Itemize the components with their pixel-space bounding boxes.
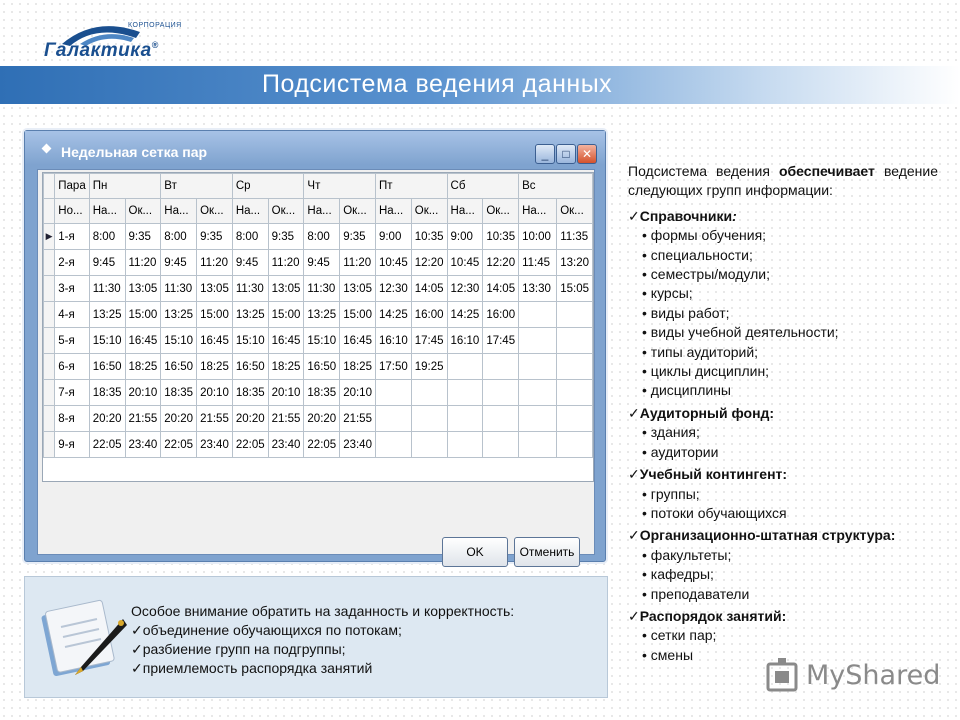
check-icon: ✓ [628, 527, 640, 544]
section-item: • дисциплины [642, 382, 731, 399]
grid-cell[interactable]: 10:45 [375, 250, 411, 276]
table-row[interactable] [44, 302, 593, 328]
grid-header-cell[interactable]: Пт [375, 174, 447, 199]
grid-cell[interactable]: 13:30 [519, 276, 557, 302]
window-body [37, 169, 595, 559]
grid-cell[interactable]: 13:25 [304, 302, 340, 328]
row-indicator [44, 354, 55, 380]
grid-cell[interactable]: 9:35 [125, 224, 161, 250]
section-item: • виды учебной деятельности; [642, 324, 839, 341]
grid-cell[interactable]: 13:25 [161, 302, 197, 328]
grid-header-subcols [44, 199, 593, 224]
grid-header-days [44, 174, 593, 199]
grid-subheader-cell[interactable]: На... [447, 199, 483, 224]
section-item: • курсы; [642, 285, 693, 302]
grid-header-cell[interactable]: Ср [232, 174, 304, 199]
grid-cell[interactable] [483, 380, 519, 406]
grid-cell[interactable]: 12:30 [375, 276, 411, 302]
grid-cell[interactable]: 14:25 [375, 302, 411, 328]
row-indicator [44, 276, 55, 302]
grid-cell[interactable]: 16:45 [197, 328, 233, 354]
grid-cell[interactable]: 21:55 [197, 406, 233, 432]
grid-cell[interactable] [375, 380, 411, 406]
grid-cell[interactable]: 21:55 [125, 406, 161, 432]
row-indicator [44, 302, 55, 328]
section-item: • виды работ; [642, 304, 730, 321]
section-item: • кафедры; [642, 566, 714, 583]
table-row[interactable] [44, 432, 593, 458]
grid-cell[interactable] [557, 406, 593, 432]
grid-cell[interactable]: 23:40 [125, 432, 161, 458]
check-icon: ✓ [628, 466, 640, 483]
logo-name: Галактика® [44, 40, 159, 61]
grid-cell[interactable]: 18:35 [232, 380, 268, 406]
grid-cell[interactable] [375, 432, 411, 458]
grid-cell[interactable] [411, 432, 447, 458]
section-item: • факультеты; [642, 546, 732, 563]
grid-cell[interactable] [519, 354, 557, 380]
grid-cell[interactable] [447, 432, 483, 458]
ok-button[interactable]: OK [442, 537, 508, 567]
section-title: ✓Организационно-штатная структура: [628, 527, 896, 544]
grid-subheader-cell[interactable]: Ок... [483, 199, 519, 224]
grid-cell[interactable]: 16:45 [125, 328, 161, 354]
section-item: • преподаватели [642, 585, 750, 602]
grid-cell[interactable] [519, 302, 557, 328]
section-item: • циклы дисциплин; [642, 363, 770, 380]
note-item: ✓разбиение групп на подгруппы; [131, 641, 346, 657]
row-indicator [44, 406, 55, 432]
grid-cell[interactable]: 13:25 [89, 302, 125, 328]
grid-cell[interactable]: 5-я [55, 328, 89, 354]
section-item: • группы; [642, 485, 700, 502]
section-item: • потоки обучающихся [642, 504, 787, 521]
grid-header-cell[interactable]: Сб [447, 174, 519, 199]
grid-cell[interactable]: 7-я [55, 380, 89, 406]
grid-cell[interactable]: 11:20 [197, 250, 233, 276]
grid-header-cell[interactable]: Пара [55, 174, 89, 199]
section-item: • аудитории [642, 443, 719, 460]
grid-cell[interactable]: 21:55 [340, 406, 376, 432]
grid-cell[interactable]: 15:00 [125, 302, 161, 328]
check-icon: ✓ [628, 607, 640, 624]
grid-cell[interactable]: 22:05 [89, 432, 125, 458]
grid-cell[interactable]: 18:35 [304, 380, 340, 406]
section-item: • сетки пар; [642, 627, 717, 644]
grid-header-cell[interactable]: Чт [304, 174, 376, 199]
grid-cell[interactable]: 20:10 [340, 380, 376, 406]
grid-cell[interactable]: 9:45 [89, 250, 125, 276]
grid-subheader-cell[interactable]: Ок... [340, 199, 376, 224]
grid-cell[interactable]: 23:40 [197, 432, 233, 458]
grid-cell[interactable]: 15:10 [304, 328, 340, 354]
grid-cell[interactable]: 13:20 [557, 250, 593, 276]
grid-cell[interactable]: 16:45 [340, 328, 376, 354]
grid-cell[interactable] [557, 302, 593, 328]
grid-cell[interactable] [447, 406, 483, 432]
table-row[interactable] [44, 406, 593, 432]
grid-subheader-cell[interactable]: На... [232, 199, 268, 224]
grid-cell[interactable]: 11:30 [232, 276, 268, 302]
grid-cell[interactable]: 9:45 [161, 250, 197, 276]
grid-cell[interactable]: 18:25 [268, 354, 304, 380]
grid-cell[interactable]: 13:05 [268, 276, 304, 302]
grid-subheader-cell[interactable]: Ок... [411, 199, 447, 224]
grid-cell[interactable]: 15:05 [557, 276, 593, 302]
grid-header-cell[interactable]: Вс [519, 174, 593, 199]
grid-cell[interactable]: 16:50 [161, 354, 197, 380]
grid-cell[interactable]: 11:30 [304, 276, 340, 302]
grid-cell[interactable]: 20:20 [161, 406, 197, 432]
grid-cell[interactable]: 21:55 [268, 406, 304, 432]
grid-cell[interactable]: 15:10 [232, 328, 268, 354]
weekly-grid-window [24, 130, 606, 562]
grid-subheader-cell[interactable]: На... [375, 199, 411, 224]
grid-cell[interactable]: 1-я [55, 224, 89, 250]
grid-cell[interactable]: 13:05 [340, 276, 376, 302]
grid-cell[interactable] [557, 354, 593, 380]
section-item: • типы аудиторий; [642, 343, 759, 360]
grid-subheader-cell[interactable]: На... [304, 199, 340, 224]
grid-cell[interactable]: 11:20 [268, 250, 304, 276]
grid-cell[interactable]: 9:35 [340, 224, 376, 250]
grid-cell[interactable]: 9:35 [197, 224, 233, 250]
grid-cell[interactable]: 16:00 [411, 302, 447, 328]
grid-cell[interactable]: 11:20 [340, 250, 376, 276]
grid-cell[interactable]: 20:10 [125, 380, 161, 406]
grid-cell[interactable]: 16:50 [232, 354, 268, 380]
grid-cell[interactable] [519, 432, 557, 458]
grid-cell[interactable]: 11:30 [161, 276, 197, 302]
grid-cell[interactable]: 10:35 [411, 224, 447, 250]
grid-subheader-cell[interactable]: На... [519, 199, 557, 224]
row-indicator [44, 380, 55, 406]
grid-subheader-cell[interactable]: Ок... [197, 199, 233, 224]
window-title: Недельная сетка пар [61, 144, 208, 160]
grid-cell[interactable]: 16:00 [483, 302, 519, 328]
window-titlebar[interactable] [25, 131, 605, 165]
grid-cell[interactable]: 15:00 [197, 302, 233, 328]
table-row[interactable] [44, 224, 593, 250]
minimize-button[interactable]: _ [535, 144, 555, 164]
grid-cell[interactable] [519, 406, 557, 432]
section-item: • специальности; [642, 246, 753, 263]
grid-cell[interactable]: 9:45 [304, 250, 340, 276]
grid-cell[interactable]: 18:35 [161, 380, 197, 406]
section-item: • формы обучения; [642, 227, 767, 244]
grid-cell[interactable] [411, 380, 447, 406]
grid-cell[interactable]: 15:00 [340, 302, 376, 328]
grid-cell[interactable]: 4-я [55, 302, 89, 328]
grid-cell[interactable]: 15:10 [161, 328, 197, 354]
grid-cell[interactable]: 14:25 [447, 302, 483, 328]
grid-cell[interactable] [375, 406, 411, 432]
grid-cell[interactable] [411, 406, 447, 432]
grid-cell[interactable]: 12:30 [447, 276, 483, 302]
row-indicator-header [44, 199, 55, 224]
grid-cell[interactable]: 8:00 [89, 224, 125, 250]
table-row[interactable] [44, 354, 593, 380]
cancel-button[interactable]: Отменить [514, 537, 580, 567]
grid-cell[interactable]: 22:05 [161, 432, 197, 458]
grid-cell[interactable]: 2-я [55, 250, 89, 276]
grid-cell[interactable]: 11:35 [557, 224, 593, 250]
grid-cell[interactable]: 11:30 [89, 276, 125, 302]
grid-cell[interactable]: 23:40 [268, 432, 304, 458]
grid-cell[interactable]: 8:00 [304, 224, 340, 250]
note-item: ✓приемлемость распорядка занятий [131, 660, 373, 676]
page-title: Подсистема ведения данных [262, 70, 613, 98]
watermark-text: MyShared [806, 660, 941, 691]
row-indicator [44, 328, 55, 354]
row-indicator [44, 250, 55, 276]
grid-cell[interactable]: 15:00 [268, 302, 304, 328]
grid-cell[interactable]: 9-я [55, 432, 89, 458]
grid-cell[interactable]: 8:00 [161, 224, 197, 250]
grid-cell[interactable]: 18:25 [125, 354, 161, 380]
grid-cell[interactable] [519, 380, 557, 406]
table-row[interactable] [44, 328, 593, 354]
grid-cell[interactable]: 16:45 [268, 328, 304, 354]
grid-subheader-cell[interactable]: Но... [55, 199, 89, 224]
section-title: ✓Справочники: [628, 207, 737, 224]
paper-pen-icon [37, 591, 137, 686]
grid-cell[interactable]: 10:45 [447, 250, 483, 276]
grid-cell[interactable]: 16:50 [304, 354, 340, 380]
check-icon: ✓ [628, 207, 640, 224]
grid-cell[interactable]: 13:05 [125, 276, 161, 302]
grid-header-cell[interactable]: Вт [161, 174, 233, 199]
grid-cell[interactable]: 11:45 [519, 250, 557, 276]
grid-cell[interactable]: 19:25 [411, 354, 447, 380]
grid-cell[interactable]: 16:50 [89, 354, 125, 380]
grid-cell[interactable] [483, 406, 519, 432]
grid-cell[interactable]: 22:05 [232, 432, 268, 458]
grid-cell[interactable]: 15:10 [89, 328, 125, 354]
check-icon: ✓ [628, 404, 640, 421]
grid-cell[interactable]: 9:00 [375, 224, 411, 250]
grid-cell[interactable] [447, 354, 483, 380]
table-row[interactable] [44, 380, 593, 406]
schedule-grid[interactable] [42, 172, 594, 482]
grid-cell[interactable]: 9:35 [268, 224, 304, 250]
table-row[interactable] [44, 250, 593, 276]
grid-cell[interactable]: 17:50 [375, 354, 411, 380]
grid-cell[interactable]: 18:25 [197, 354, 233, 380]
grid-cell[interactable]: 16:10 [375, 328, 411, 354]
sections-list [628, 207, 938, 665]
grid-cell[interactable]: 17:45 [483, 328, 519, 354]
grid-cell[interactable]: 3-я [55, 276, 89, 302]
note-heading: Особое внимание обратить на заданность и корректность: [131, 603, 515, 619]
section-title: ✓Учебный контингент: [628, 466, 788, 483]
grid-cell[interactable]: 17:45 [411, 328, 447, 354]
grid-subheader-cell[interactable]: Ок... [125, 199, 161, 224]
note-text [131, 602, 514, 678]
row-indicator-header [44, 174, 55, 199]
description-panel [628, 162, 938, 665]
grid-subheader-cell[interactable]: Ок... [557, 199, 593, 224]
grid-cell[interactable]: 20:20 [304, 406, 340, 432]
grid-cell[interactable]: 12:20 [483, 250, 519, 276]
section-item: • семестры/модули; [642, 266, 770, 283]
grid-cell[interactable]: 11:20 [125, 250, 161, 276]
grid-cell[interactable]: 9:00 [447, 224, 483, 250]
grid-cell[interactable]: 8-я [55, 406, 89, 432]
grid-cell[interactable]: 20:20 [232, 406, 268, 432]
grid-cell[interactable]: 6-я [55, 354, 89, 380]
grid-cell[interactable]: 13:05 [197, 276, 233, 302]
grid-cell[interactable]: 18:25 [340, 354, 376, 380]
grid-subheader-cell[interactable]: Ок... [268, 199, 304, 224]
grid-cell[interactable] [557, 432, 593, 458]
grid-cell[interactable]: 14:05 [483, 276, 519, 302]
grid-cell[interactable]: 20:10 [268, 380, 304, 406]
grid-cell[interactable] [557, 328, 593, 354]
grid-subheader-cell[interactable]: На... [161, 199, 197, 224]
window-app-icon [42, 144, 52, 154]
close-button[interactable]: ✕ [577, 144, 597, 164]
grid-cell[interactable]: 20:10 [197, 380, 233, 406]
logo-small-text: КОРПОРАЦИЯ [128, 22, 182, 29]
section-item: • здания; [642, 424, 700, 441]
grid-header-cell[interactable]: Пн [89, 174, 161, 199]
grid-cell[interactable]: 16:10 [447, 328, 483, 354]
grid-cell[interactable] [447, 380, 483, 406]
grid-cell[interactable]: 14:05 [411, 276, 447, 302]
current-row-indicator-icon: ▶ [44, 224, 55, 250]
grid-cell[interactable] [483, 354, 519, 380]
grid-cell[interactable]: 23:40 [340, 432, 376, 458]
note-box [24, 576, 608, 698]
grid-cell[interactable]: 20:20 [89, 406, 125, 432]
table-row[interactable] [44, 276, 593, 302]
grid-cell[interactable]: 13:25 [232, 302, 268, 328]
section-item: • смены [642, 646, 694, 663]
grid-cell[interactable] [557, 380, 593, 406]
grid-cell[interactable]: 8:00 [232, 224, 268, 250]
grid-cell[interactable]: 12:20 [411, 250, 447, 276]
note-item: ✓объединение обучающихся по потокам; [131, 622, 402, 638]
row-indicator [44, 432, 55, 458]
grid-cell[interactable]: 18:35 [89, 380, 125, 406]
grid-cell[interactable] [519, 328, 557, 354]
maximize-button[interactable]: □ [556, 144, 576, 164]
section-title: ✓Распорядок занятий: [628, 607, 787, 624]
grid-cell[interactable]: 10:35 [483, 224, 519, 250]
grid-cell[interactable]: 9:45 [232, 250, 268, 276]
section-title: ✓Аудиторный фонд: [628, 404, 775, 421]
schedule-table [43, 173, 593, 458]
grid-cell[interactable]: 10:00 [519, 224, 557, 250]
grid-cell[interactable]: 22:05 [304, 432, 340, 458]
grid-cell[interactable] [483, 432, 519, 458]
intro-text: Подсистема ведения обеспечивает ведение следующих групп информации: [628, 163, 938, 199]
grid-subheader-cell[interactable]: На... [89, 199, 125, 224]
